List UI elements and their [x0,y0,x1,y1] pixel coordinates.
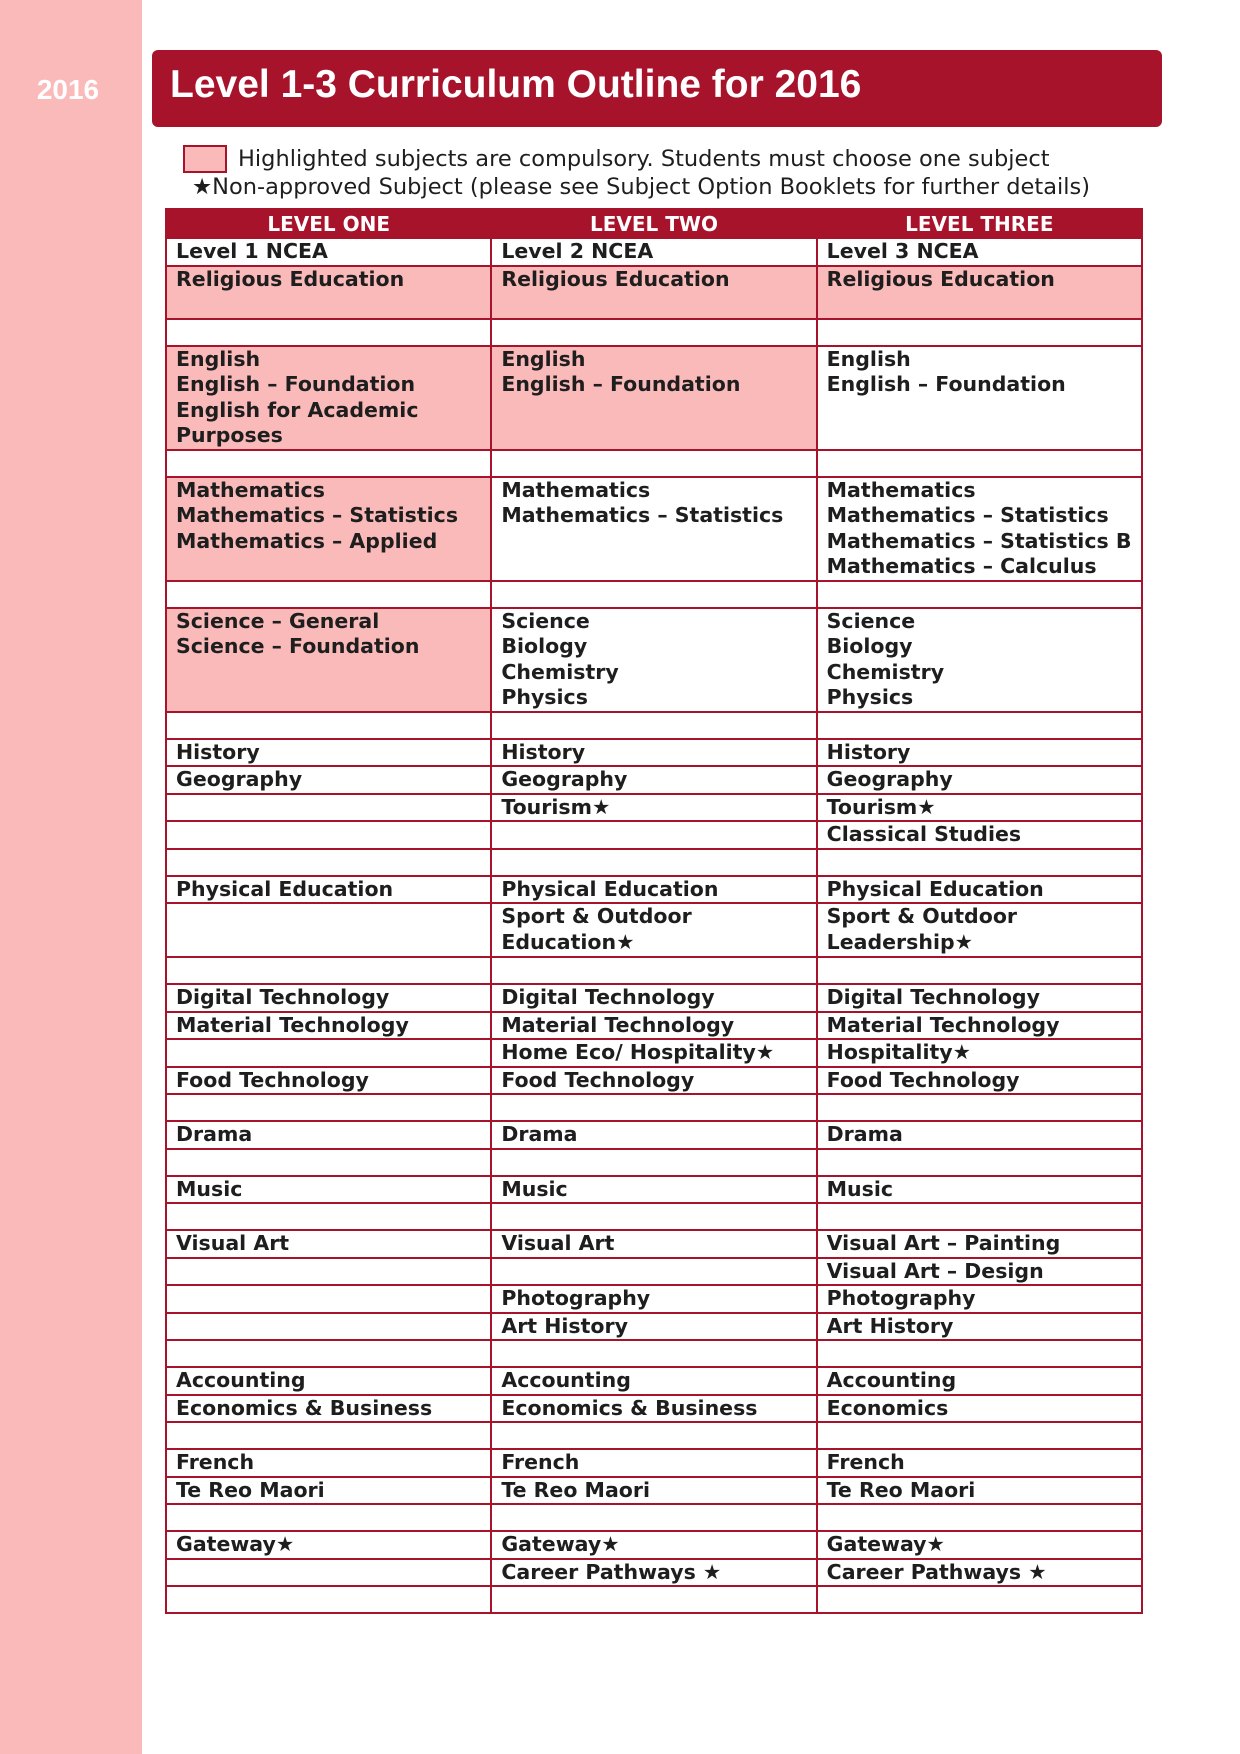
table-row [166,238,1142,266]
table-row [166,739,1142,767]
subject-cell: Geography [817,766,1142,794]
subject-cell [166,1285,491,1313]
subject-label: Mathematics [501,477,651,502]
subject-cell: Gateway★ [166,1531,491,1559]
year-label: 2016 [36,74,100,105]
subject-cell: Food Technology [817,1067,1142,1095]
subject-label: Biology [501,634,588,658]
subject-cell [491,1258,816,1286]
subject-label: Biology [826,634,913,658]
subject-cell: Tourism★ [817,794,1142,822]
subject-cell: Digital Technology [166,984,491,1012]
subject-cell [491,608,816,712]
star-legend-text: ★Non-approved Subject (please see Subject Option Booklets for further details) [192,174,1090,200]
subject-label: Mathematics [176,477,325,502]
subject-cell: Religious Education [166,266,491,319]
table-row [166,1012,1142,1040]
subject-cell [166,1258,491,1286]
table-row [166,876,1142,904]
table-row [166,266,1142,319]
subject-label: Science – Foundation [176,634,420,658]
table-row [166,1230,1142,1258]
subject-label: Chemistry [826,659,945,684]
curriculum-table [165,208,1143,1614]
subject-cell [817,346,1142,450]
subject-cell: Te Reo Maori [491,1477,816,1505]
table-row [166,1395,1142,1423]
header-level-three: LEVEL THREE [817,209,1142,238]
subject-cell: Music [817,1176,1142,1204]
header-row [166,209,1142,238]
subject-cell [817,477,1142,581]
subject-cell [166,1039,491,1067]
subject-cell: Photography [817,1285,1142,1313]
subject-cell: Visual Art [491,1230,816,1258]
subject-cell: Material Technology [491,1012,816,1040]
subject-cell: Classical Studies [817,821,1142,849]
spacer-row [166,1340,1142,1367]
subject-label: English [826,346,911,371]
subject-label: Mathematics – Calculus [826,554,1097,578]
table-row [166,903,1142,957]
subject-label: Mathematics – Applied [176,528,438,553]
subject-label: English – Foundation [826,372,1066,396]
subject-cell: Digital Technology [491,984,816,1012]
table-row [166,1121,1142,1149]
subject-cell: Drama [491,1121,816,1149]
header-level-two: LEVEL TWO [491,209,816,238]
subject-cell: History [166,739,491,767]
subject-cell: Visual Art – Design [817,1258,1142,1286]
ncea-cell: Level 1 NCEA [166,238,491,266]
table-row [166,1176,1142,1204]
spacer-row [166,849,1142,876]
subject-cell [166,608,491,712]
subject-cell [817,608,1142,712]
subject-cell: Music [491,1176,816,1204]
subject-cell: Music [166,1176,491,1204]
subject-cell [166,821,491,849]
subject-label: Science – General [176,608,380,633]
subject-label: English for Academic Purposes [176,397,419,447]
subject-cell: Physical Education [817,876,1142,904]
spacer-row [166,712,1142,739]
table-row [166,608,1142,712]
spacer-row [166,1504,1142,1531]
subject-cell [491,346,816,450]
subject-cell: Physical Education [491,876,816,904]
subject-cell: Photography [491,1285,816,1313]
subject-label: Mathematics [826,477,976,502]
ncea-cell: Level 2 NCEA [491,238,816,266]
subject-cell: Physical Education [166,876,491,904]
subject-cell: Art History [491,1313,816,1341]
table-row [166,1531,1142,1559]
subject-cell: Sport & Outdoor Leadership★ [817,903,1142,957]
table-row [166,1039,1142,1067]
title-banner [152,50,1162,127]
table-row [166,1258,1142,1286]
subject-label: Mathematics – Statistics [176,503,459,527]
subject-cell: Digital Technology [817,984,1142,1012]
subject-cell [166,477,491,581]
spacer-row [166,1586,1142,1613]
spacer-row [166,1203,1142,1230]
subject-cell: Hospitality★ [817,1039,1142,1067]
subject-label: Science [826,608,916,633]
table-row [166,821,1142,849]
subject-cell: Accounting [166,1367,491,1395]
table-row [166,766,1142,794]
subject-cell: Food Technology [166,1067,491,1095]
subject-cell: Gateway★ [491,1531,816,1559]
subject-cell: Career Pathways ★ [817,1559,1142,1587]
spacer-row [166,319,1142,346]
subject-cell: Te Reo Maori [166,1477,491,1505]
table-row [166,1313,1142,1341]
table-row [166,1067,1142,1095]
subject-cell [166,903,491,957]
ncea-cell: Level 3 NCEA [817,238,1142,266]
subject-cell: Religious Education [817,266,1142,319]
subject-cell [491,477,816,581]
subject-cell: Accounting [491,1367,816,1395]
subject-cell: History [817,739,1142,767]
table-row [166,1367,1142,1395]
subject-cell: Religious Education [491,266,816,319]
highlight-legend-swatch [183,145,227,173]
subject-cell: French [491,1449,816,1477]
subject-cell: Drama [166,1121,491,1149]
table-row [166,1449,1142,1477]
subject-label: Mathematics – Statistics [826,503,1109,527]
subject-label: Mathematics – Statistics B [826,528,1132,553]
table-row [166,794,1142,822]
table-row [166,1477,1142,1505]
table-row [166,1285,1142,1313]
subject-cell: Drama [817,1121,1142,1149]
subject-cell: Food Technology [491,1067,816,1095]
subject-cell: Economics [817,1395,1142,1423]
subject-label: Mathematics – Statistics [501,503,784,527]
subject-cell: Art History [817,1313,1142,1341]
subject-cell: Material Technology [817,1012,1142,1040]
subject-label: Chemistry [501,659,619,684]
spacer-row [166,1422,1142,1449]
subject-label: Physics [501,685,588,709]
subject-cell: Tourism★ [491,794,816,822]
subject-cell: French [166,1449,491,1477]
subject-label: English [176,346,261,371]
subject-cell: Visual Art – Painting [817,1230,1142,1258]
subject-label: English – Foundation [176,372,416,396]
subject-cell: Home Eco/ Hospitality★ [491,1039,816,1067]
spacer-row [166,450,1142,477]
subject-cell: Sport & Outdoor Education★ [491,903,816,957]
table-row [166,984,1142,1012]
subject-cell: Material Technology [166,1012,491,1040]
spacer-row [166,1094,1142,1121]
table-row [166,346,1142,450]
header-level-one: LEVEL ONE [166,209,491,238]
spacer-row [166,957,1142,984]
subject-cell: History [491,739,816,767]
subject-cell [166,1313,491,1341]
side-strip [0,0,142,1754]
subject-cell: Geography [166,766,491,794]
subject-cell [166,346,491,450]
subject-label: Science [501,608,590,633]
subject-cell: Gateway★ [817,1531,1142,1559]
subject-cell: Te Reo Maori [817,1477,1142,1505]
table-row [166,477,1142,581]
page-title: Level 1-3 Curriculum Outline for 2016 [170,63,862,106]
subject-cell: Geography [491,766,816,794]
subject-label: Physics [826,685,914,709]
subject-cell: Accounting [817,1367,1142,1395]
spacer-row [166,581,1142,608]
subject-cell [166,1559,491,1587]
table-row [166,1559,1142,1587]
highlight-legend-text: Highlighted subjects are compulsory. Students must choose one subject [238,146,1050,172]
spacer-row [166,1149,1142,1176]
subject-cell: Career Pathways ★ [491,1559,816,1587]
subject-label: English – Foundation [501,372,741,396]
subject-label: English [501,346,586,371]
subject-cell: Economics & Business [491,1395,816,1423]
subject-cell: Economics & Business [166,1395,491,1423]
subject-cell: Visual Art [166,1230,491,1258]
subject-cell [166,794,491,822]
subject-cell: French [817,1449,1142,1477]
subject-cell [491,821,816,849]
